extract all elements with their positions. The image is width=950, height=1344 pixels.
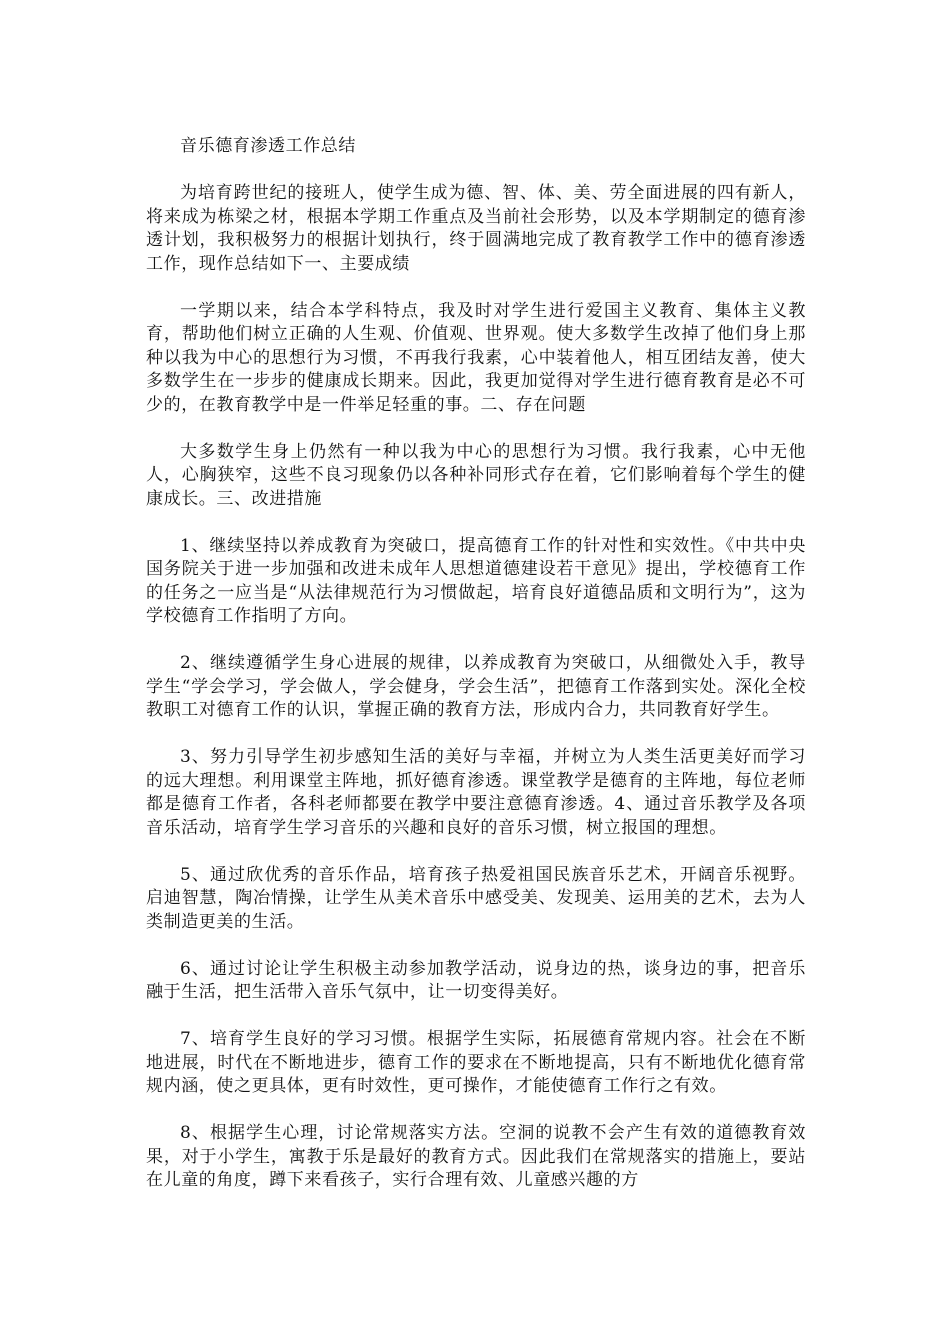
paragraph-measure-5: 5、通过欣优秀的音乐作品，培育孩子热爱祖国民族音乐艺术，开阔音乐视野。启迪智慧，陶冶情操，让学生从美术音乐中感受美、发现美、运用美的艺术，去为人类制造更美的生活。 xyxy=(146,864,806,932)
paragraph-measure-6: 6、通过讨论让学生积极主动参加教学活动，说身边的热，谈身边的事，把音乐融于生活，把生活带入音乐气氛中，让一切变得美好。 xyxy=(146,958,806,1002)
paragraph-achievements: 一学期以来，结合本学科特点，我及时对学生进行爱国主义教育、集体主义教育，帮助他们树立正确的人生观、价值观、世界观。使大多数学生改掉了他们身上那种以我为中心的思想行为习惯，不再我行我素，心中装着他人，相互团结友善，使大多数学生在一步步的健康成长期来。因此，我更加觉得对学生进行德育教育是必不可少的，在教育教学中是一件举足轻重的事。二、存在问题 xyxy=(146,300,806,415)
paragraph-problems: 大多数学生身上仍然有一种以我为中心的思想行为习惯。我行我素，心中无他人，心胸狭窄，这些不良习现象仍以各种补同形式存在着，它们影响着每个学生的健康成长。三、改进措施 xyxy=(146,441,806,509)
document-title: 音乐德育渗透工作总结 xyxy=(180,136,356,156)
paragraph-measure-7: 7、培育学生良好的学习习惯。根据学生实际，拓展德育常规内容。社会在不断地进展，时代在不断地进步，德育工作的要求在不断地提高，只有不断地优化德育常规内涵，使之更具体，更有时效性，更可操作，才能使德育工作行之有效。 xyxy=(146,1029,806,1096)
paragraph-intro: 为培育跨世纪的接班人，使学生成为德、智、体、美、劳全面进展的四有新人，将来成为栋梁之材，根据本学期工作重点及当前社会形势，以及本学期制定的德育渗透计划，我积极努力的根据计划执行，终于圆满地完成了教育教学工作中的德育渗透工作，现作总结如下一、主要成绩 xyxy=(146,183,806,274)
paragraph-measure-1: 1、继续坚持以养成教育为突破口，提高德育工作的针对性和实效性。《中共中央国务院关于进一步加强和改进未成年人思想道德建设若干意见》提出，学校德育工作的任务之一应当是“从法律规范行为习惯做起，培育良好道德品质和文明行为”，这为学校德育工作指明了方向。 xyxy=(146,535,806,626)
paragraph-measure-3: 3、努力引导学生初步感知生活的美好与幸福，并树立为人类生活更美好而学习的远大理想。利用课堂主阵地，抓好德育渗透。课堂教学是德育的主阵地，每位老师都是德育工作者，各科老师都要在教学中要注意德育渗透。4、通过音乐教学及各项音乐活动，培育学生学习音乐的兴趣和良好的音乐习惯，树立报国的理想。 xyxy=(146,747,806,838)
paragraph-measure-8: 8、根据学生心理，讨论常规落实方法。空洞的说教不会产生有效的道德教育效果，对于小学生，寓教于乐是最好的教育方式。因此我们在常规落实的措施上，要站在儿童的角度，蹲下来看孩子，实行合理有效、儿童感兴趣的方 xyxy=(146,1123,806,1190)
document-body xyxy=(146,135,806,1216)
paragraph-measure-2: 2、继续遵循学生身心进展的规律，以养成教育为突破口，从细微处入手，教导学生“学会学习，学会做人，学会健身，学会生活”，把德育工作落到实处。深化全校教职工对德育工作的认识，掌握正确的教育方法，形成内合力，共同教育好学生。 xyxy=(146,653,806,720)
